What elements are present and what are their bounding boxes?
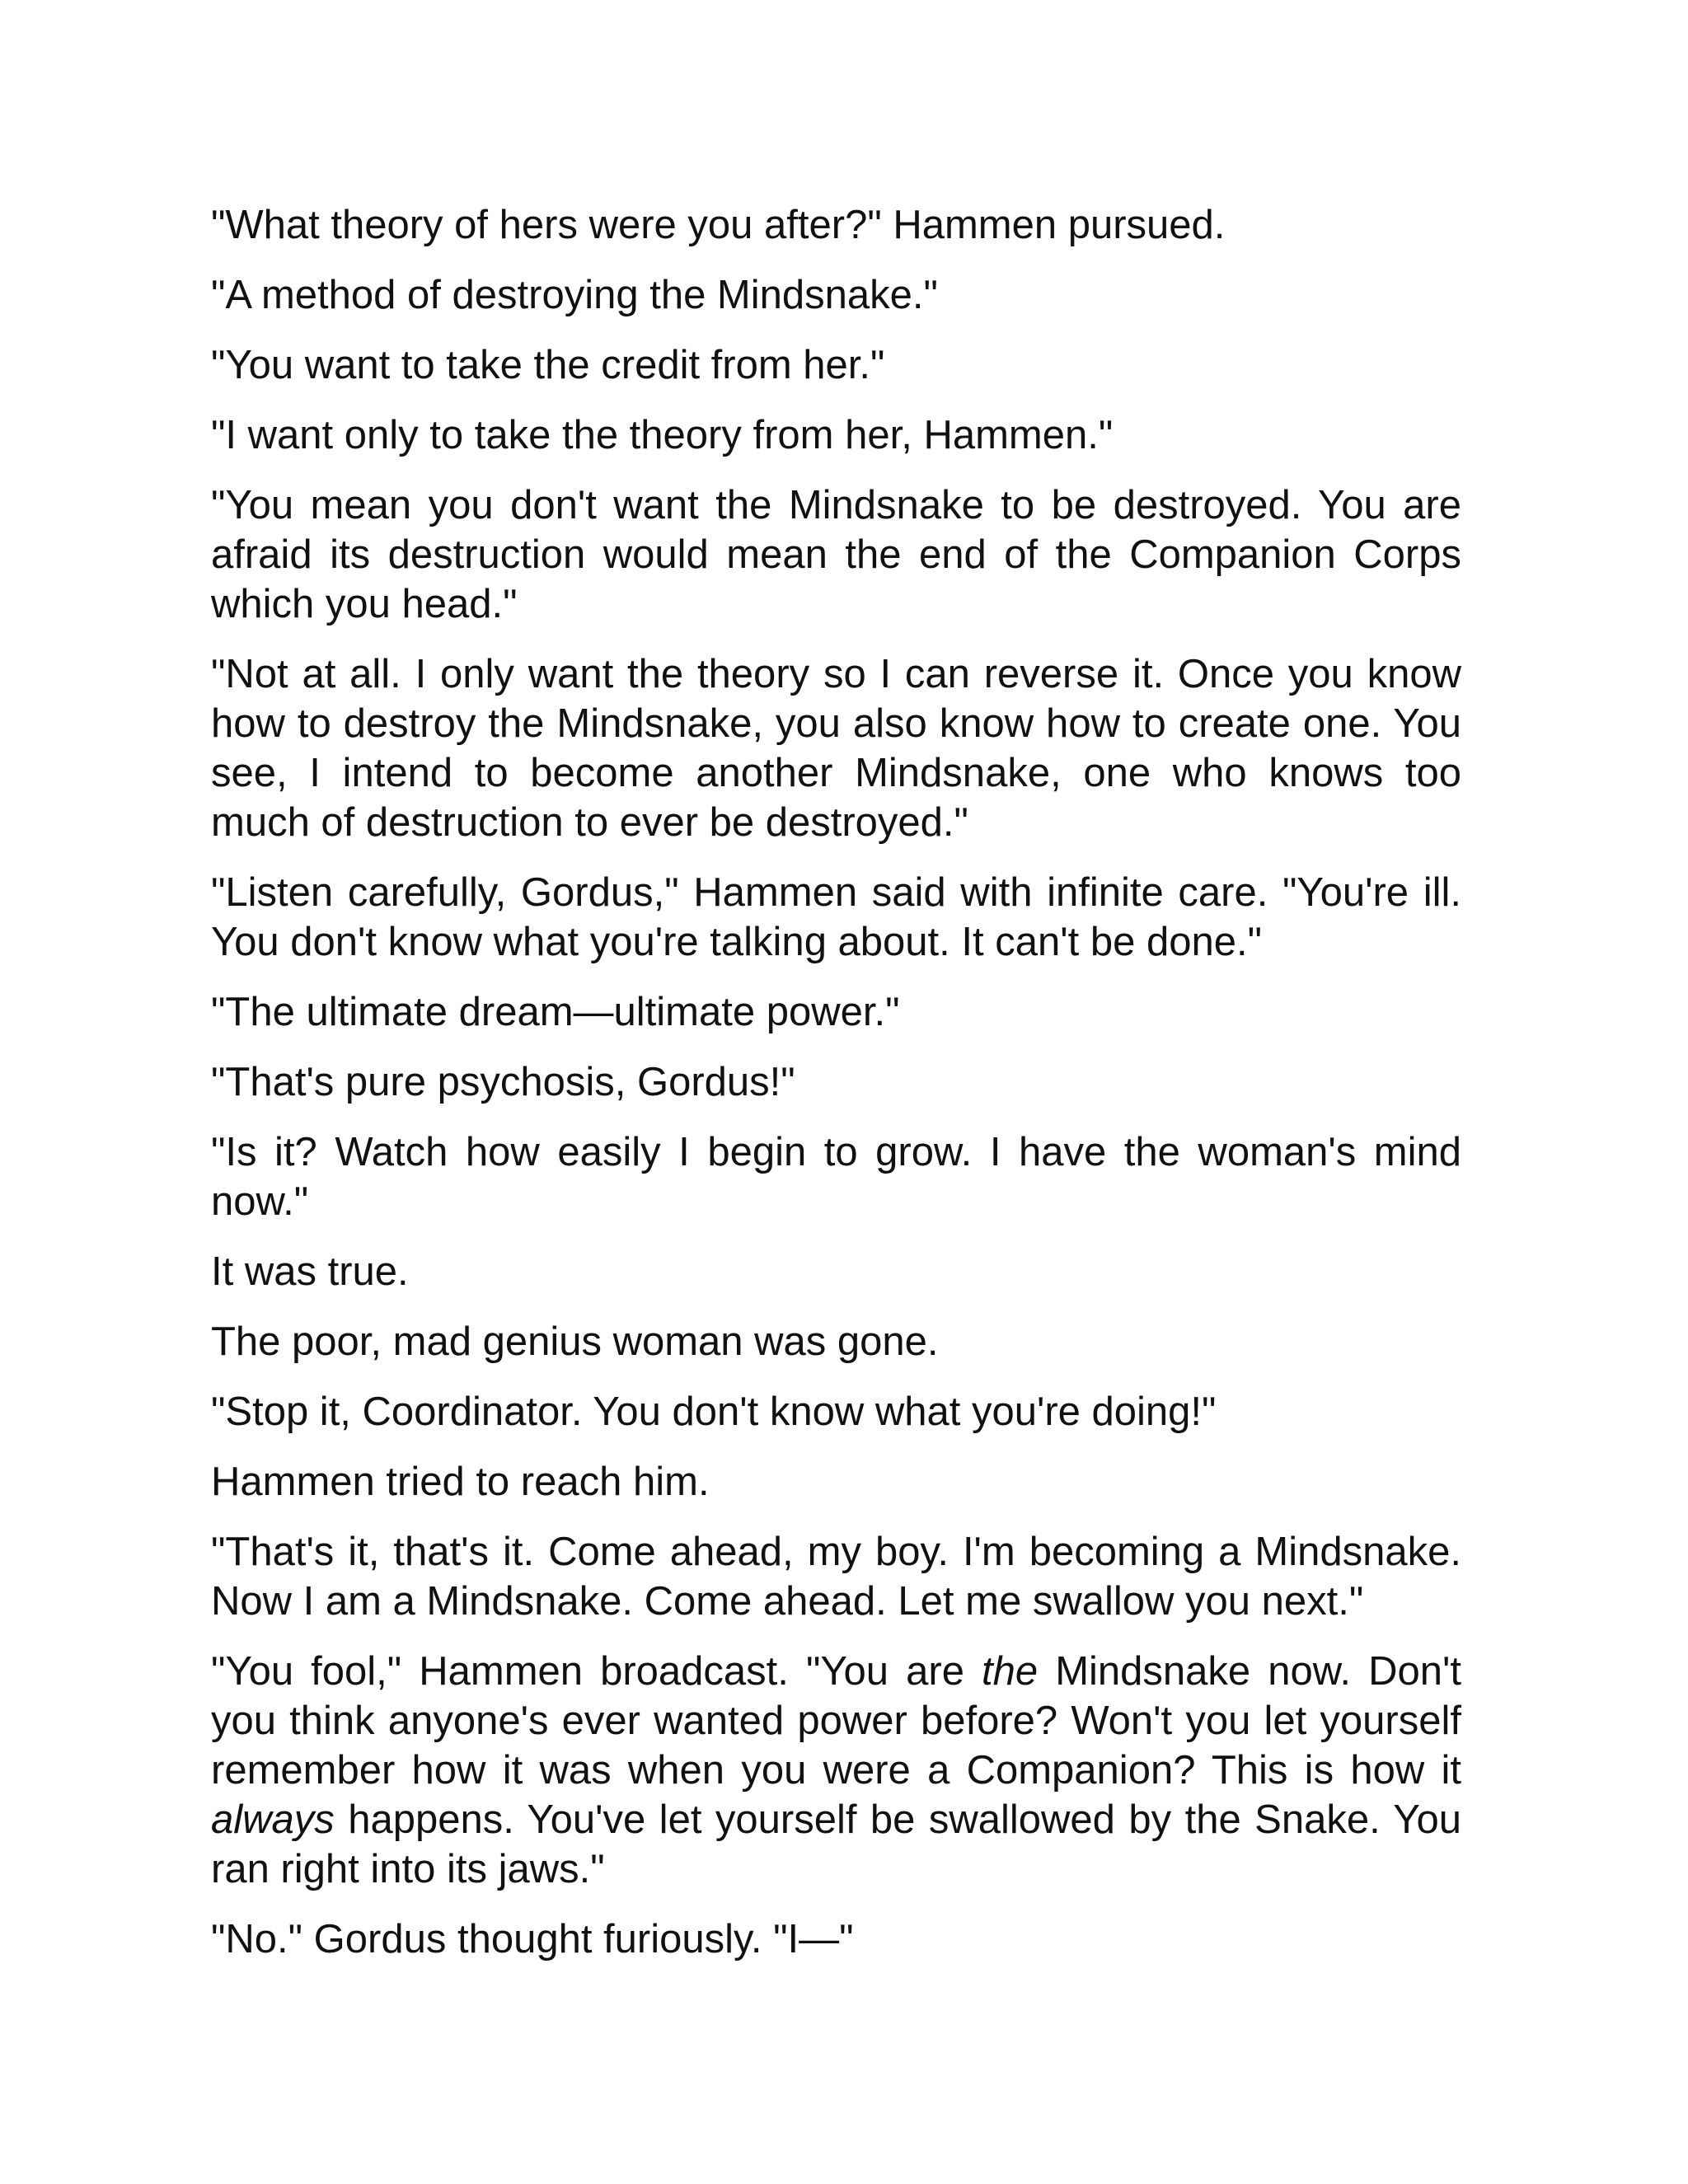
paragraph: The poor, mad genius woman was gone.	[211, 1319, 939, 1364]
paragraph: "I want only to take the theory from her, Hammen."	[211, 413, 1114, 457]
paragraph: "That's it, that's it. Come ahead, my boy. I'm becoming a Mindsnake. Now I am a Mindsnake. Come ahead. Let me swallow you next."	[211, 1530, 1461, 1624]
italic-text: the	[982, 1649, 1039, 1694]
paragraph: "Stop it, Coordinator. You don't know what you're doing!"	[211, 1390, 1217, 1434]
italic-text: always	[211, 1797, 335, 1842]
paragraph: "The ultimate dream—ultimate power."	[211, 990, 900, 1034]
paragraph: "That's pure psychosis, Gordus!"	[211, 1060, 795, 1104]
paragraph-fool	[211, 1647, 1461, 1894]
paragraph: "Is it? Watch how easily I begin to grow. I have the woman's mind now."	[211, 1130, 1461, 1224]
paragraph: "Listen carefully, Gordus," Hammen said with infinite care. "You're ill. You don't know what you're talking about. It can't be done."	[211, 870, 1461, 964]
paragraph: "What theory of hers were you after?" Hammen pursued.	[211, 203, 1226, 247]
paragraph: "You mean you don't want the Mindsnake to be destroyed. You are afraid its destruction would mean the end of the Companion Corps which you head."	[211, 483, 1461, 626]
paragraph: "Not at all. I only want the theory so I can reverse it. Once you know how to destroy the Mindsnake, you also know how to create one. You see, I intend to become another Mindsnake, one who knows too much of destruction to ever be destroyed."	[211, 652, 1461, 845]
text-segment: happens. You've let yourself be swallowed by the Snake. You ran right into its jaws."	[211, 1797, 1461, 1891]
paragraph: "You want to take the credit from her."	[211, 343, 885, 387]
paragraph: Hammen tried to reach him.	[211, 1460, 710, 1504]
text-segment: Mindsnake now. Don't you think anyone's ever wanted power before? Won't you let yourself remember how it was when you were a Companion? This is how it	[211, 1649, 1461, 1793]
paragraph: "No." Gordus thought furiously. "I—"	[211, 1917, 854, 1961]
paragraph: "A method of destroying the Mindsnake."	[211, 273, 938, 317]
paragraph: It was true.	[211, 1249, 409, 1294]
text-segment: "You fool," Hammen broadcast. "You are	[211, 1649, 982, 1694]
book-page	[211, 200, 1461, 1985]
